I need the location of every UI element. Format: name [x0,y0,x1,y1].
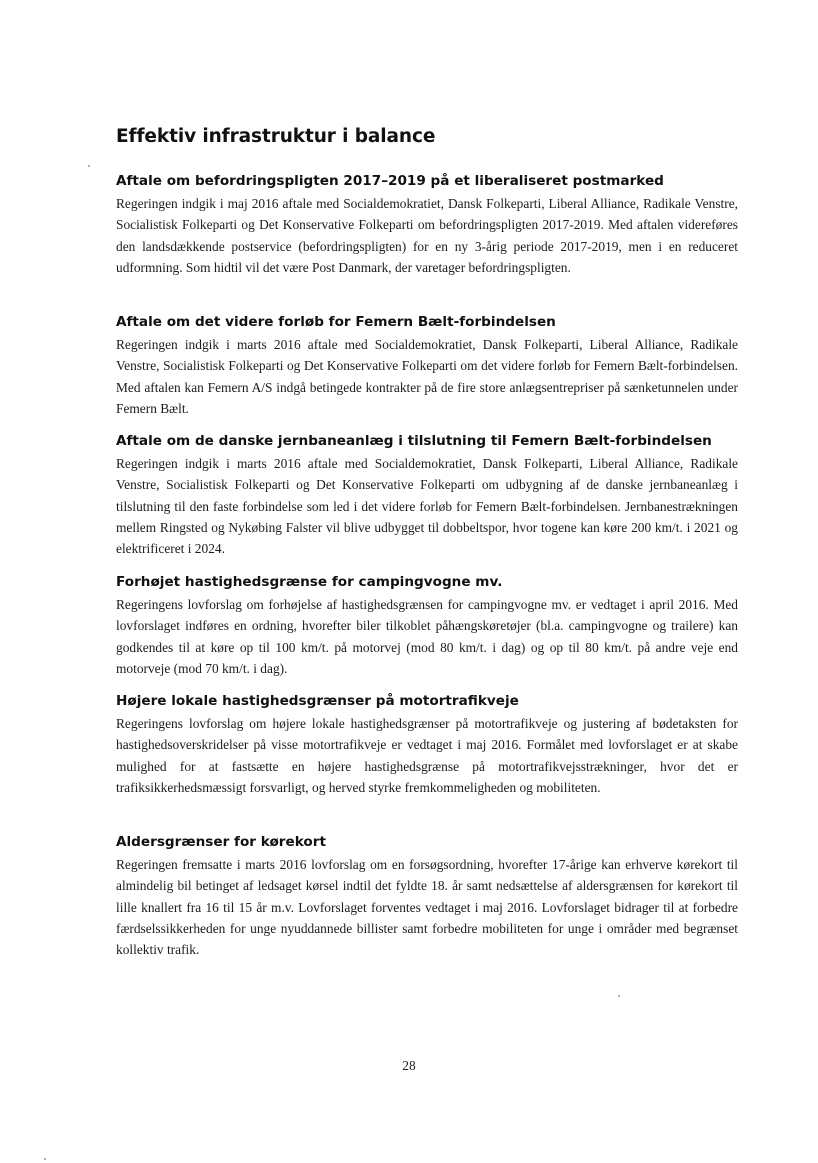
section-heading: Højere lokale hastighedsgrænser på motortrafikveje [116,693,519,709]
section-body: Regeringen indgik i marts 2016 aftale med Socialdemokratiet, Dansk Folkeparti, Liberal Alliance, Radikale Venstre, Socialistisk Folkeparti og Det Konservative Folkeparti om det videre forløb for Femern Bælt-forbindelsen. Med aftalen kan Femern A/S indgå betingede kontrakter på de fire store anlægsentrepriser på sænketunnelen under Femern Bælt. [116,337,738,416]
page-title: Effektiv infrastruktur i balance [116,126,436,147]
section-heading: Aftale om det videre forløb for Femern Bælt-forbindelsen [116,314,556,330]
section-aldersgraenser [116,833,738,960]
section-body: Regeringen indgik i maj 2016 aftale med Socialdemokratiet, Dansk Folkeparti, Liberal Alliance, Radikale Venstre, Socialistisk Folkeparti og Det Konservative Folkeparti om befordringspligten 2017-2019. Med aftalen videreføres den landsdækkende postservice (befordringspligten) for en ny 3-årig periode 2017-2019, men i en reduceret udformning. Som hidtil vil det være Post Danmark, der varetager befordringspligten. [116,196,738,275]
section-postmarked [116,172,738,278]
section-body: Regeringen indgik i marts 2016 aftale med Socialdemokratiet, Dansk Folkeparti, Liberal Alliance, Radikale Venstre, Socialistisk Folkeparti og Det Konservative Folkeparti om udbygning af de danske jernbaneanlæg i tilslutning til den faste forbindelse som led i det videre forløb for Femern Bælt-forbindelsen. Jernbanestrækningen mellem Ringsted og Nykøbing Falster vil blive udbygget til dobbeltspor, hvor togene kan køre 200 km/t. i 2021 og elektrificeret i 2024. [116,456,738,557]
section-body: Regeringens lovforslag om forhøjelse af hastighedsgrænsen for campingvogne mv. er vedtaget i april 2016. Med lovforslaget indføres en ordning, hvorefter biler tilkoblet påhængskøretøjer (bl.a. campingvogne og trailere) kan godkendes til at køre op til 100 km/t. på motorvej (mod 80 km/t. i dag) og op til 80 km/t. på andre veje end motorveje (mod 70 km/t. i dag). [116,597,738,676]
section-heading: Forhøjet hastighedsgrænse for campingvogne mv. [116,574,503,590]
section-motortrafikveje [116,692,738,798]
scan-speck [618,995,620,997]
section-body: Regeringen fremsatte i marts 2016 lovforslag om en forsøgsordning, hvorefter 17-årige kan erhverve kørekort til almindelig bil betinget af ledsaget kørsel indtil det fyldte 18. år samt nedsættelse af aldersgrænsen for kørekort til lille knallert fra 16 til 15 år m.v. Lovforslaget forventes vedtaget i maj 2016. Lovforslaget bidrager til at forbedre færdselssikkerheden for unge nyuddannede billister samt forbedre mobiliteten for unge i områder med begrænset kollektiv trafik. [116,857,738,958]
scan-speck [88,165,90,167]
section-femern-forlob [116,313,738,419]
section-jernbaneanlaeg [116,432,738,559]
scan-speck [44,1158,46,1160]
section-heading: Aftale om de danske jernbaneanlæg i tilslutning til Femern Bælt-forbindelsen [116,433,712,449]
section-heading: Aftale om befordringspligten 2017–2019 på et liberaliseret postmarked [116,173,664,189]
page-number: 28 [402,1058,416,1073]
section-campingvogne [116,573,738,679]
section-body: Regeringens lovforslag om højere lokale hastighedsgrænser på motortrafikveje og justering af bødetaksten for hastighedsoverskridelser på visse motortrafikveje er vedtaget i maj 2016. Formålet med lovforslaget er at skabe mulighed for at fastsætte en højere hastighedsgrænse på motortrafikvejsstrækninger, hvor det er trafiksikkerhedsmæssigt forsvarligt, og herved styrke fremkommeligheden og mobiliteten. [116,716,738,795]
section-heading: Aldersgrænser for kørekort [116,834,326,850]
